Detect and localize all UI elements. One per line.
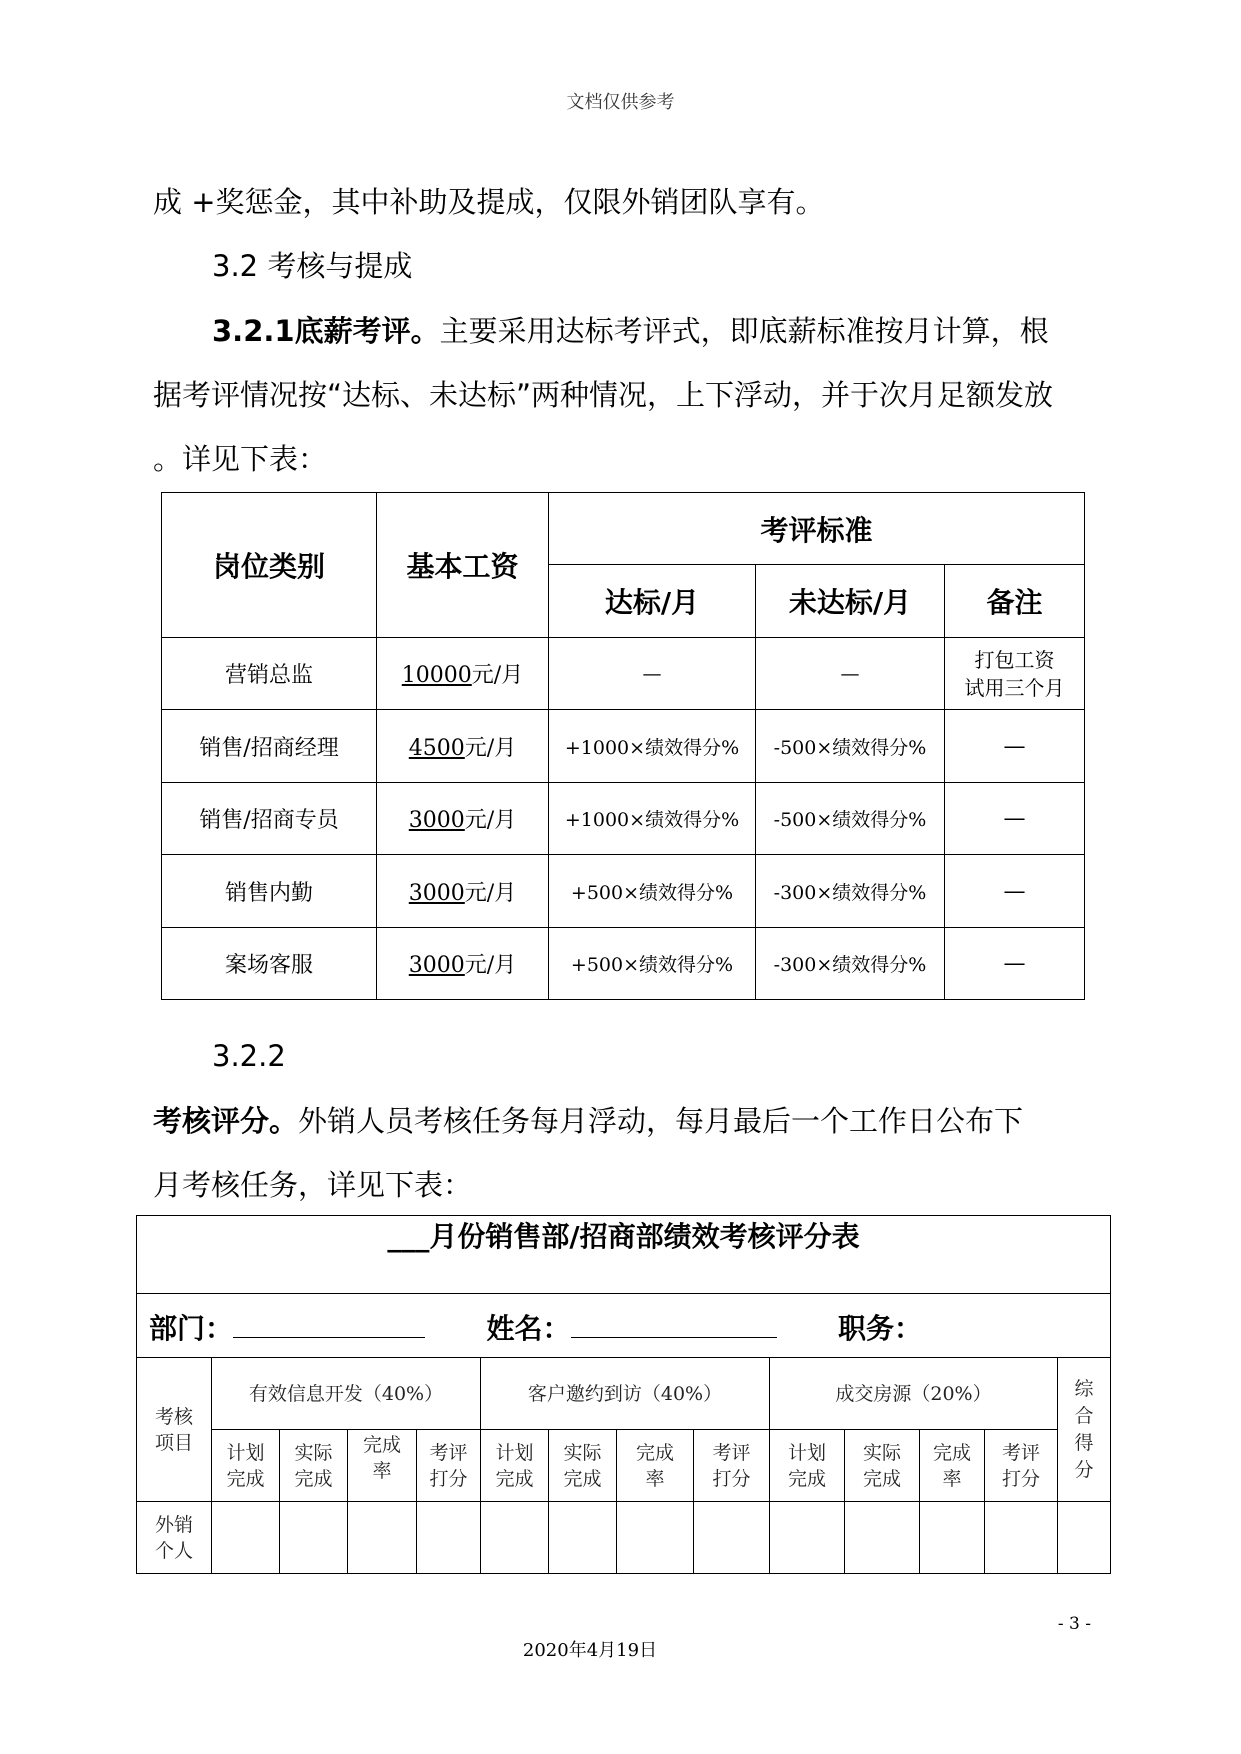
score-cell[interactable] xyxy=(920,1502,985,1574)
met-cell: +1000×绩效得分% xyxy=(549,710,756,783)
not-met-cell: -300×绩效得分% xyxy=(756,928,945,1000)
duty-label: 职务： xyxy=(838,1312,923,1345)
score-cell[interactable] xyxy=(212,1502,280,1574)
paragraph-3-2-1-text: 主要采用达标考评式，即底薪标准按月计算，根 xyxy=(439,314,1049,348)
footer-date: 2020年4月19日 xyxy=(522,1640,658,1661)
met-cell: +500×绩效得分% xyxy=(549,928,756,1000)
sub-header: 考评 打分 xyxy=(417,1430,481,1502)
salary-cell: 3000元/月 xyxy=(377,928,549,1000)
met-cell: — xyxy=(549,638,756,710)
header-remark: 备注 xyxy=(945,565,1085,638)
score-cell[interactable] xyxy=(481,1502,549,1574)
not-met-cell: -500×绩效得分% xyxy=(756,710,945,783)
section-heading-3-2: 3.2 考核与提成 xyxy=(212,249,413,283)
table-row xyxy=(162,710,1085,783)
dept-label: 部门： xyxy=(149,1312,234,1345)
score-cell[interactable] xyxy=(845,1502,920,1574)
group-closed-deals: 成交房源（20%） xyxy=(770,1358,1058,1430)
total-score-header: 综 合 得 分 xyxy=(1058,1358,1111,1502)
remark-cell: — xyxy=(945,928,1085,1000)
score-cell[interactable] xyxy=(1058,1502,1111,1574)
table-row xyxy=(162,783,1085,855)
score-cell[interactable] xyxy=(348,1502,417,1574)
paragraph-3-2-1-title: 3.2.1底薪考评。 xyxy=(212,314,440,348)
salary-cell: 3000元/月 xyxy=(377,855,549,928)
header-criteria: 考评标准 xyxy=(549,493,1085,565)
salary-cell: 10000元/月 xyxy=(377,638,549,710)
met-cell: +500×绩效得分% xyxy=(549,855,756,928)
met-cell: +1000×绩效得分% xyxy=(549,783,756,855)
table-row xyxy=(162,638,1085,710)
paragraph-3-2-2-text: 外销人员考核任务每月浮动，每月最后一个工作日公布下 xyxy=(298,1104,1024,1138)
score-table-info-row xyxy=(137,1294,1111,1358)
not-met-cell: — xyxy=(756,638,945,710)
score-cell[interactable] xyxy=(985,1502,1058,1574)
paragraph-3-2-1-line2: 据考评情况按“达标、未达标”两种情况，上下浮动，并于次月足额发放 xyxy=(153,378,1054,412)
score-cell[interactable] xyxy=(617,1502,694,1574)
row-label-external-sales: 外销 个人 xyxy=(137,1502,212,1574)
header-position: 岗位类别 xyxy=(162,493,377,638)
paragraph-1: 成 +奖惩金，其中补助及提成，仅限外销团队享有。 xyxy=(153,185,825,219)
position-cell: 销售/招商经理 xyxy=(162,710,377,783)
position-cell: 销售/招商专员 xyxy=(162,783,377,855)
remark-cell: — xyxy=(945,710,1085,783)
header-base-salary: 基本工资 xyxy=(377,493,549,638)
name-label: 姓名： xyxy=(486,1312,571,1345)
header-met: 达标/月 xyxy=(549,565,756,638)
group-info-development: 有效信息开发（40%） xyxy=(212,1358,481,1430)
sub-header: 实际 完成 xyxy=(280,1430,348,1502)
not-met-cell: -500×绩效得分% xyxy=(756,783,945,855)
sub-header: 计划 完成 xyxy=(212,1430,280,1502)
section-heading-3-2-2: 3.2.2 xyxy=(212,1039,286,1073)
header-note: 文档仅供参考 xyxy=(566,92,675,113)
not-met-cell: -300×绩效得分% xyxy=(756,855,945,928)
score-cell[interactable] xyxy=(280,1502,348,1574)
score-cell[interactable] xyxy=(549,1502,617,1574)
sub-header: 考评 打分 xyxy=(985,1430,1058,1502)
sub-header: 实际 完成 xyxy=(549,1430,617,1502)
score-table xyxy=(136,1215,1111,1574)
salary-cell: 3000元/月 xyxy=(377,783,549,855)
paragraph-3-2-1-line1 xyxy=(212,313,1049,349)
sub-header: 完成 率 xyxy=(920,1430,985,1502)
group-customer-visit: 客户邀约到访（40%） xyxy=(481,1358,770,1430)
sub-header: 实际 完成 xyxy=(845,1430,920,1502)
sub-header: 完成 率 xyxy=(348,1430,417,1502)
sub-header: 考评 打分 xyxy=(694,1430,770,1502)
score-cell[interactable] xyxy=(694,1502,770,1574)
sub-header: 完成 率 xyxy=(617,1430,694,1502)
sub-header: 计划 完成 xyxy=(481,1430,549,1502)
score-cell[interactable] xyxy=(770,1502,845,1574)
paragraph-3-2-2-line2: 月考核任务，详见下表： xyxy=(153,1168,473,1202)
paragraph-3-2-2-title: 考核评分。 xyxy=(153,1104,299,1138)
table-row xyxy=(137,1502,1111,1574)
header-not-met: 未达标/月 xyxy=(756,565,945,638)
salary-table xyxy=(161,492,1085,1000)
score-cell[interactable] xyxy=(417,1502,481,1574)
position-cell: 营销总监 xyxy=(162,638,377,710)
salary-cell: 4500元/月 xyxy=(377,710,549,783)
position-cell: 案场客服 xyxy=(162,928,377,1000)
remark-cell: 打包工资 试用三个月 xyxy=(945,638,1085,710)
paragraph-3-2-1-line3: 。详见下表： xyxy=(153,442,328,476)
sub-header: 计划 完成 xyxy=(770,1430,845,1502)
dept-field[interactable] xyxy=(233,1309,425,1338)
paragraph-3-2-2-line1 xyxy=(153,1103,1023,1139)
page-number: - 3 - xyxy=(1057,1614,1091,1634)
position-cell: 销售内勤 xyxy=(162,855,377,928)
table-row xyxy=(162,855,1085,928)
name-field[interactable] xyxy=(571,1309,777,1338)
remark-cell: — xyxy=(945,783,1085,855)
item-label: 考核 项目 xyxy=(137,1358,212,1502)
table-row xyxy=(162,928,1085,1000)
score-table-title: ___月份销售部/招商部绩效考核评分表 xyxy=(137,1216,1111,1294)
remark-cell: — xyxy=(945,855,1085,928)
